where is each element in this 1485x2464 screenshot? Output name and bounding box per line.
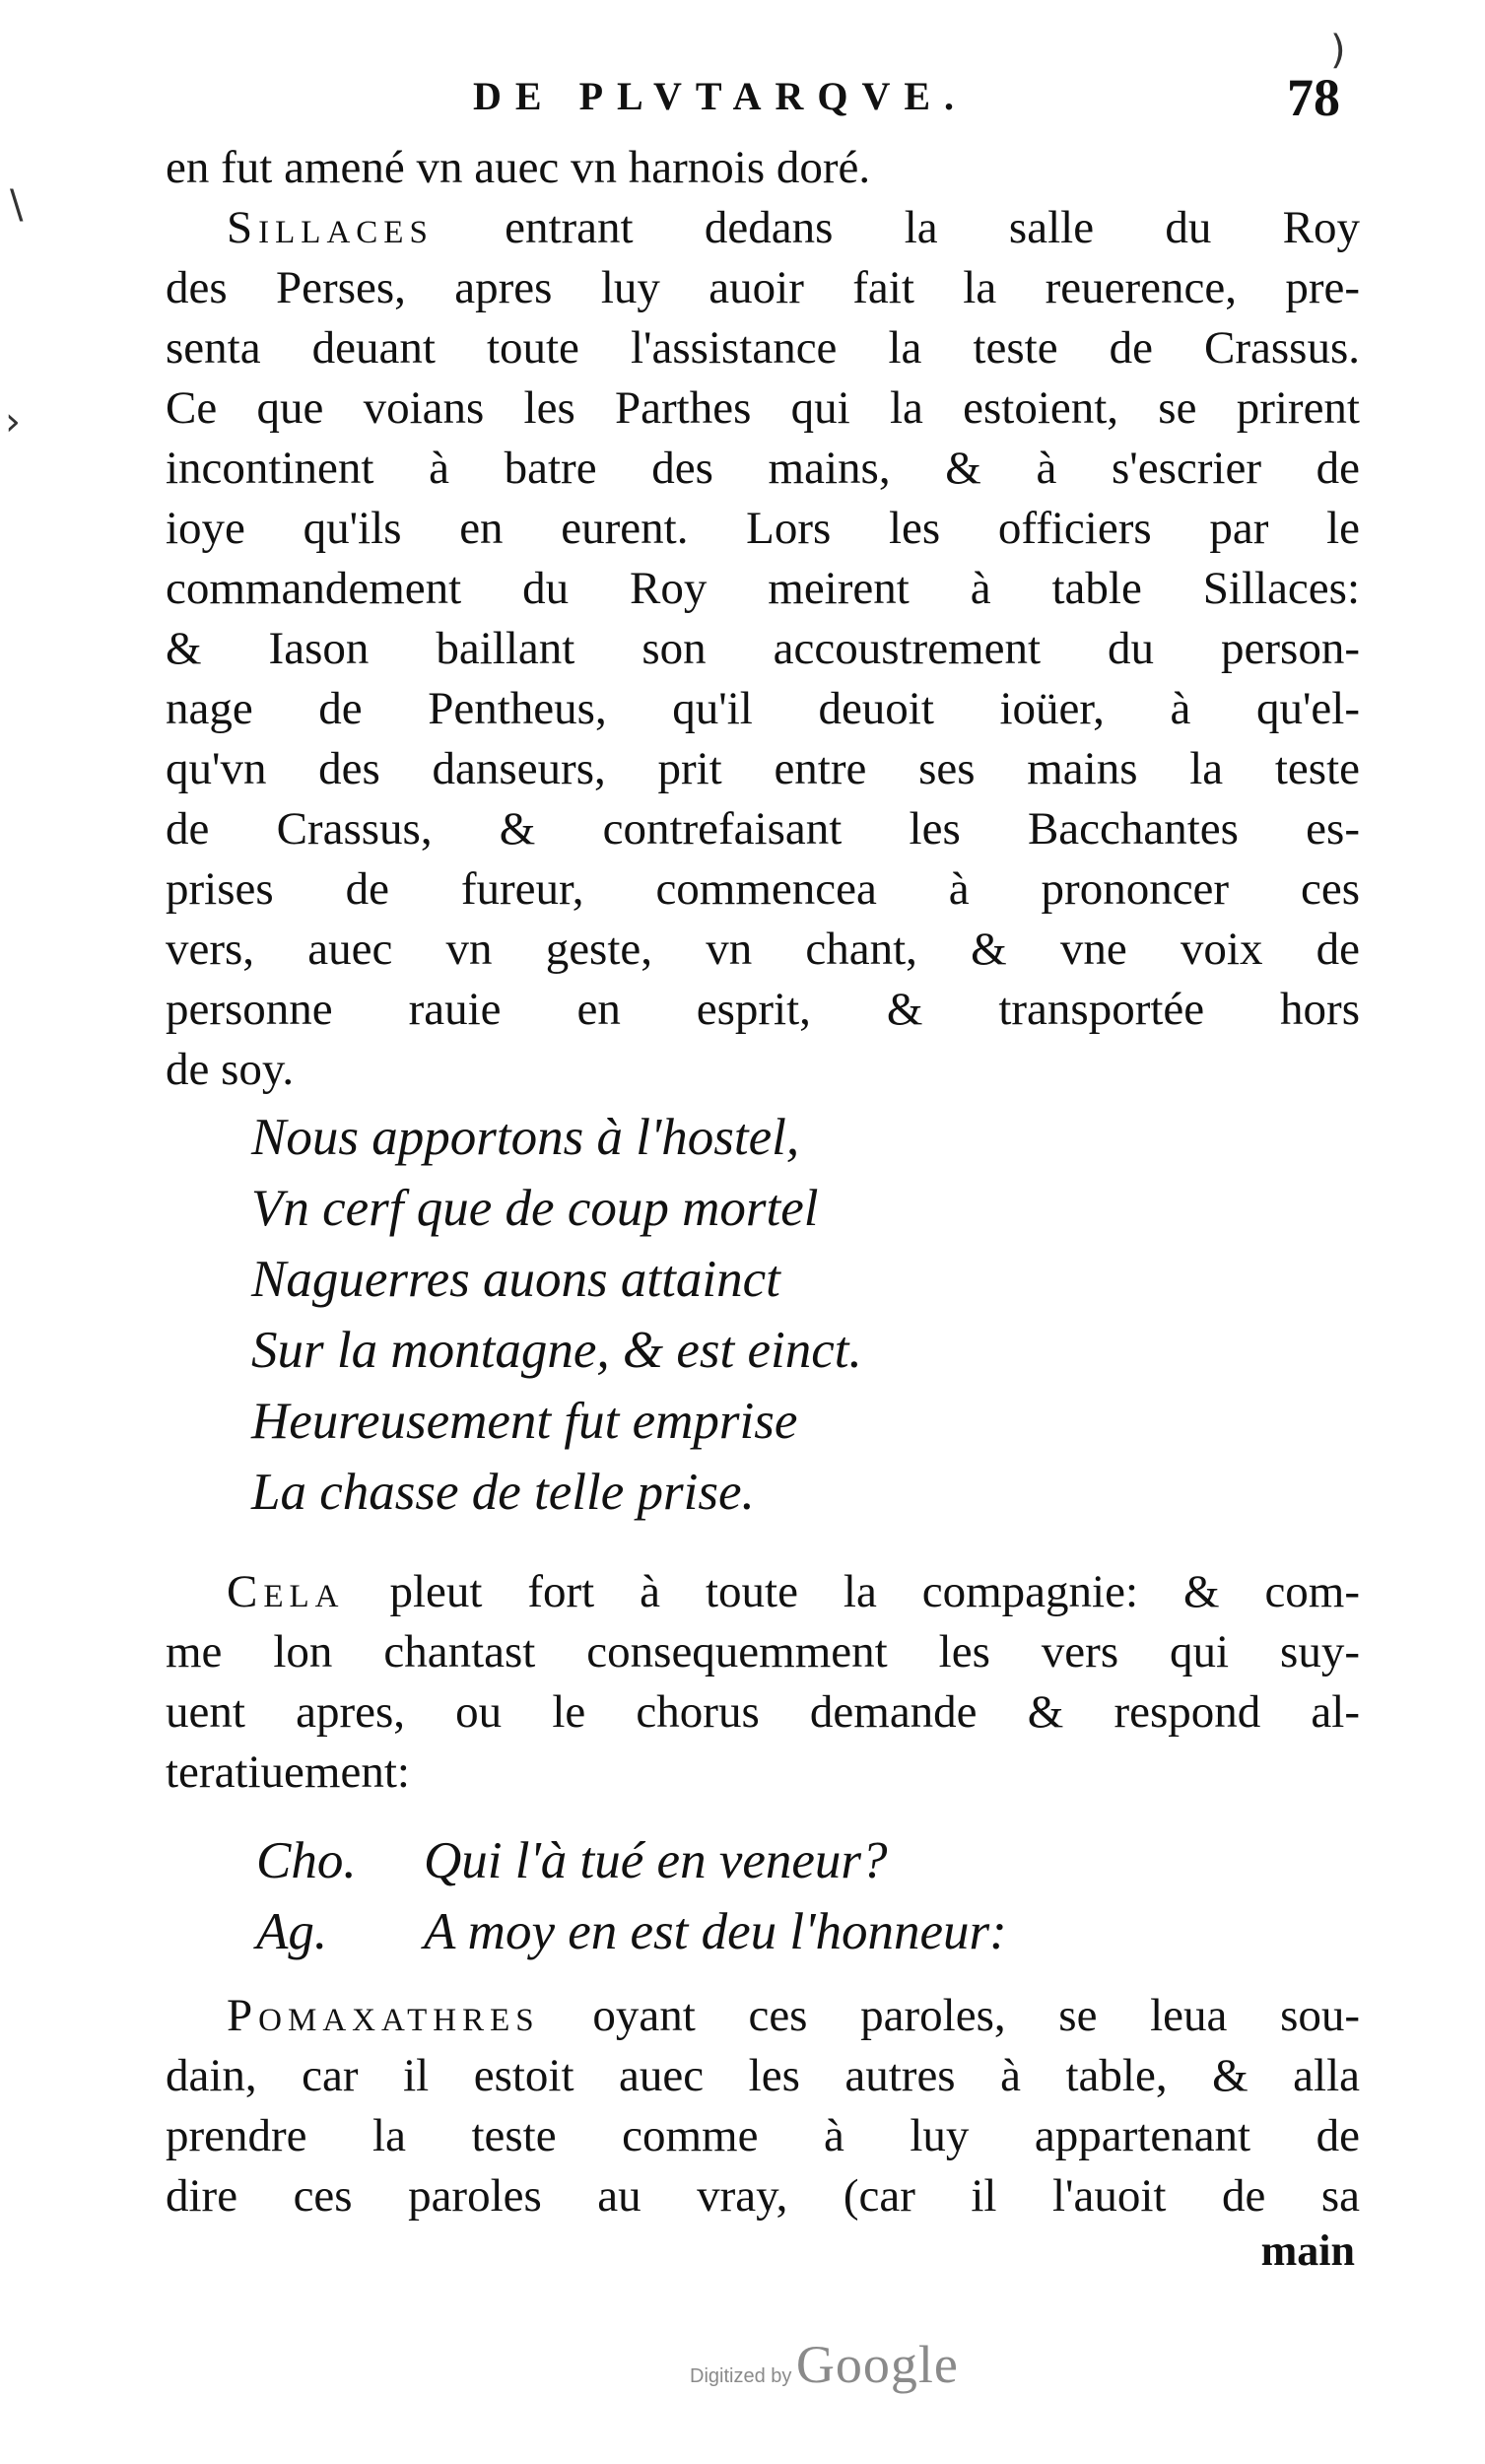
running-title: DE PLVTARQVE. [473, 74, 969, 118]
verse-line: Heureusement fut emprise [251, 1393, 798, 1450]
digitization-watermark [690, 2334, 959, 2395]
page-number: 78 [1287, 68, 1340, 127]
text-line: nage de Pentheus, qu'il deuoit ioüer, à qu'el- [166, 683, 1360, 734]
text-line-rest: entrant dedans la salle du Roy [505, 202, 1360, 253]
text-line: vers, auec vn geste, vn chant, & vne voix de [166, 924, 1360, 975]
text-line: prises de fureur, commencea à prononcer ces [166, 863, 1360, 915]
page-header [434, 69, 1340, 128]
text-line: & Iason baillant son accoustrement du person- [166, 623, 1360, 674]
text-line: qu'vn des danseurs, prit entre ses mains la teste [166, 743, 1360, 794]
paragraph-pomaxathres [166, 1986, 1360, 2226]
verse-line: La chasse de telle prise. [251, 1464, 755, 1521]
dialogue-text: Qui l'à tué en veneur? [424, 1832, 888, 1889]
verse-line: Sur la montagne, & est einct. [251, 1322, 862, 1379]
text-line: incontinent à batre des mains, & à s'escrier de [166, 443, 1360, 494]
text-line [166, 1562, 1360, 1622]
verse-nous-apportons [251, 1102, 862, 1528]
speaker-label: Cho. [256, 1832, 357, 1889]
text-line: ioye qu'ils en eurent. Lors les officiers par le [166, 503, 1360, 554]
catchword: main [1260, 2226, 1355, 2275]
text-line: de soy. [166, 1044, 295, 1095]
verse-line: Nous apportons à l'hostel, [251, 1109, 800, 1166]
text-line [166, 1986, 1360, 2046]
dialogue-text: A moy en est deu l'honneur: [424, 1903, 1007, 1960]
speaker-label: Ag. [256, 1903, 328, 1960]
dialogue-line [256, 1825, 1007, 1896]
paragraph-cela [166, 1562, 1360, 1803]
text-line: dire ces paroles au vray, (car il l'auoit de sa [166, 2170, 1360, 2222]
margin-mark-icon: ) [1330, 28, 1346, 73]
dialogue-line [256, 1896, 1007, 1967]
chorus-dialogue [256, 1825, 1007, 1967]
text-line [166, 198, 1360, 258]
text-line: teratiuement: [166, 1746, 410, 1798]
verse-line: Vn cerf que de coup mortel [251, 1180, 819, 1237]
text-line: senta deuant toute l'assistance la teste de Crassus. [166, 322, 1360, 374]
text-line: Ce que voians les Parthes qui la estoient, se prirent [166, 382, 1360, 434]
google-logo: Google [795, 2335, 959, 2394]
text-line-rest: pleut fort à toute la compagnie: & com- [389, 1566, 1360, 1617]
small-caps-word: Sillaces [227, 202, 434, 253]
text-line: uent apres, ou le chorus demande & respond al- [166, 1686, 1360, 1738]
text-line: de Crassus, & contrefaisant les Bacchantes es- [166, 803, 1360, 855]
watermark-prefix: Digitized by [690, 2365, 792, 2387]
text-line-rest: oyant ces paroles, se leua sou- [592, 1990, 1360, 2041]
text-line: personne rauie en esprit, & transportée hors [166, 984, 1360, 1035]
small-caps-word: Cela [227, 1566, 345, 1617]
text-line: dain, car il estoit auec les autres à table, & alla [166, 2050, 1360, 2101]
text-line: me lon chantast consequemment les vers qui suy- [166, 1626, 1360, 1677]
text-line: prendre la teste comme à luy appartenant de [166, 2110, 1360, 2161]
text-line: commandement du Roy meirent à table Sillaces: [166, 563, 1360, 614]
small-caps-word: Pomaxathres [227, 1990, 540, 2041]
paragraph-sillaces [166, 138, 1360, 1100]
verse-line: Naguerres auons attainct [251, 1251, 780, 1308]
text-line: en fut amené vn auec vn harnois doré. [166, 142, 871, 193]
text-line: des Perses, apres luy auoir fait la reuerence, pre- [166, 262, 1360, 313]
margin-mark-icon: \ [10, 182, 24, 228]
margin-mark-icon: › [5, 399, 21, 445]
